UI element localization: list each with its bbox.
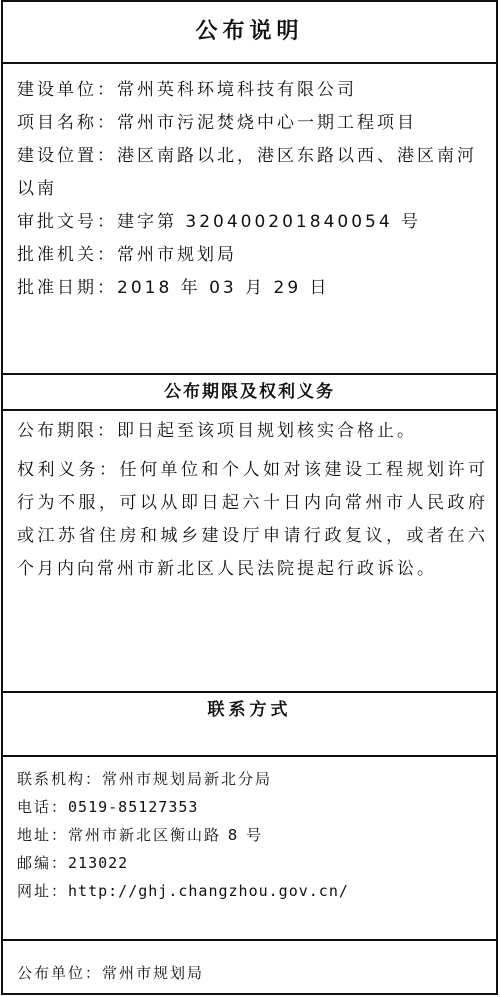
notice-table [1,0,498,995]
contact-org-row [17,765,488,793]
construction-unit-row [17,74,486,107]
approval-date-row [17,272,486,305]
page-title: 公布说明 [3,2,496,64]
website-label: 网址： [17,882,69,900]
phone-label: 电话： [17,798,69,816]
publisher-value: 常州市规划局 [102,964,205,982]
publication-period-value: 即日起至该项目规划核实合格止。 [117,421,417,441]
contact-section [3,757,496,941]
project-name-row [17,107,486,140]
construction-location-value: 港区南路以北，港区东路以西、港区南河以南 [17,146,477,199]
address-row [17,821,488,849]
approval-number-row [17,206,486,239]
rights-duties-value: 任何单位和个人如对该建设工程规划许可行为不服，可以从即日起六十日内向常州市人民政府或江苏省住房和城乡建设厅申请行政复议，或者在六个月内向常州市新北区人民法院提起行政诉讼。 [17,460,488,579]
contact-org-label: 联系机构： [17,770,103,788]
postcode-row [17,849,488,877]
approval-authority-row [17,239,486,272]
project-name-value: 常州市污泥焚烧中心一期工程项目 [117,113,417,133]
rights-duties-label: 权利义务： [17,460,120,480]
rights-duties-paragraph [17,454,488,586]
postcode-value: 213022 [68,854,129,872]
address-label: 地址： [17,826,69,844]
website-link[interactable]: http://ghj.changzhou.gov.cn/ [68,882,349,900]
contact-section-title: 联系方式 [3,693,496,757]
phone-value: 0519-85127353 [68,798,199,816]
project-info-section [3,64,496,375]
project-name-label: 项目名称： [17,113,117,133]
construction-unit-value: 常州英科环境科技有限公司 [117,80,357,100]
publisher-section [3,941,496,987]
rights-section-title: 公布期限及权利义务 [3,375,496,411]
approval-number-label: 审批文号： [17,212,117,232]
approval-authority-value: 常州市规划局 [117,245,237,265]
publisher-label: 公布单位： [17,964,103,982]
publisher-row [17,959,488,987]
postcode-label: 邮编： [17,854,69,872]
publication-period-paragraph [17,415,488,448]
publication-period-label: 公布期限： [17,421,117,441]
contact-org-value: 常州市规划局新北分局 [102,770,273,788]
phone-row [17,793,488,821]
approval-authority-label: 批准机关： [17,245,117,265]
construction-location-row [17,140,486,206]
approval-number-value: 建字第 320400201840054 号 [117,212,422,232]
construction-location-label: 建设位置： [17,146,117,166]
construction-unit-label: 建设单位： [17,80,117,100]
website-row [17,877,488,905]
address-value: 常州市新北区衡山路 8 号 [68,826,264,844]
approval-date-value: 2018 年 03 月 29 日 [117,278,330,298]
rights-section [3,411,496,693]
approval-date-label: 批准日期： [17,278,117,298]
